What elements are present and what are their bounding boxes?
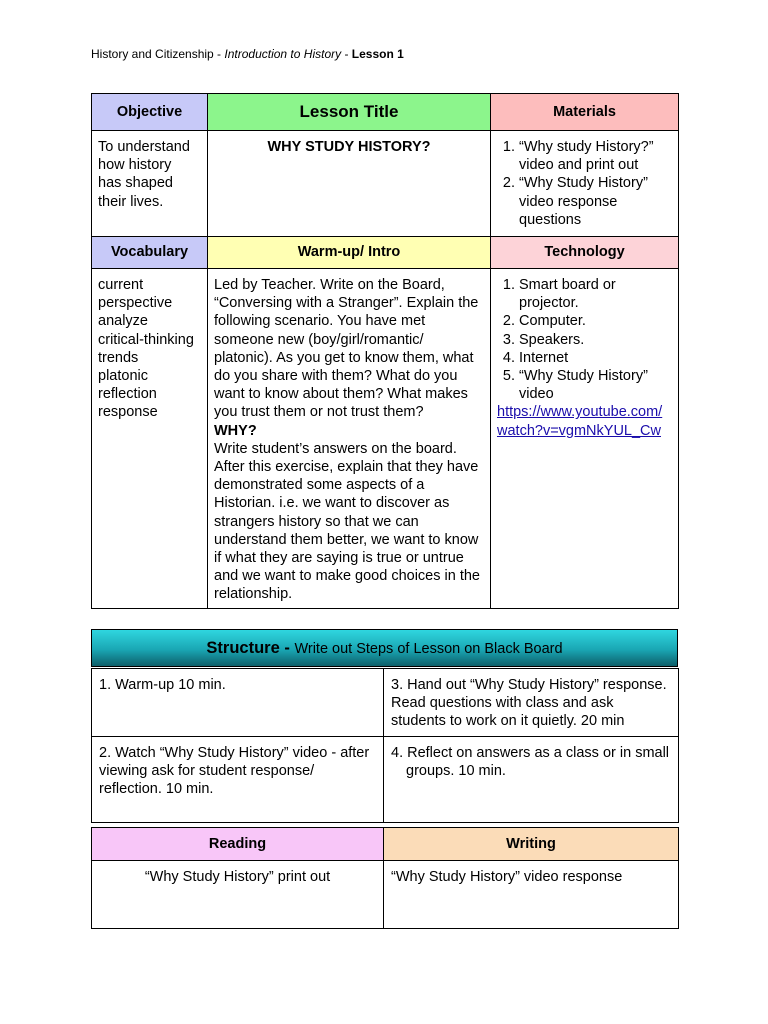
lesson-plan-table (91, 93, 679, 609)
course-name: History and Citizenship - (91, 47, 225, 61)
structure-step: 4. Reflect on answers as a class or in small groups. 10 min. (384, 737, 679, 823)
warmup-explanation: Write student’s answers on the board. After this exercise, explain that they have demonstrated some aspects of a Historian. i.e. we want to discover as strangers history so that we can understand them better, we want to know if what they are saying is true or untrue and we want to make good choices in the relationship. (214, 440, 480, 603)
objective-line: how history (98, 157, 172, 174)
unit-name: Introduction to History (224, 47, 342, 61)
objective-line: has shaped (98, 175, 173, 192)
objective-cell (92, 131, 208, 237)
warmup-header: Warm-up/ Intro (208, 237, 491, 269)
lesson-title: WHY STUDY HISTORY? (208, 131, 491, 237)
materials-header: Materials (491, 94, 679, 131)
vocabulary-word: analyze (98, 313, 148, 330)
page-header (91, 47, 404, 61)
vocabulary-word: platonic (98, 368, 148, 385)
technology-cell (491, 269, 679, 609)
header-separator: - (341, 47, 352, 61)
structure-step: 2. Watch “Why Study History” video - after viewing ask for student response/ reflection. 10 min. (92, 737, 384, 823)
technology-header: Technology (491, 237, 679, 269)
writing-header: Writing (384, 828, 679, 861)
structure-steps-table (91, 668, 679, 823)
reading-cell: “Why Study History” print out (92, 861, 384, 929)
structure-step: 1. Warm-up 10 min. (92, 669, 384, 737)
materials-item: 2. “Why Study History” video response questions (519, 174, 672, 229)
technology-item: 3. Speakers. (519, 331, 672, 349)
technology-item: 5. “Why Study History” video (519, 367, 672, 403)
warmup-instructions: Led by Teacher. Write on the Board, “Conversing with a Stranger”. Explain the following scenario. You have met someone new (boy/girl/romantic/ platonic). As you get to know them, what do you share with them? What do you want to know about them? What makes you trust them or not trust them? (214, 277, 479, 421)
writing-cell: “Why Study History” video response (384, 861, 679, 929)
materials-list (497, 138, 672, 229)
technology-item: 2. Computer. (519, 312, 672, 330)
objective-header: Objective (92, 94, 208, 131)
vocabulary-word: trends (98, 349, 139, 366)
video-link-line[interactable]: watch?v=vgmNkYUL_Cw (497, 422, 661, 439)
vocabulary-word: critical-thinking (98, 331, 194, 348)
video-link[interactable] (497, 403, 672, 439)
reading-header: Reading (92, 828, 384, 861)
vocabulary-word: reflection (98, 386, 157, 403)
vocabulary-word: perspective (98, 295, 173, 312)
vocabulary-cell (92, 269, 208, 609)
lesson-title-header: Lesson Title (208, 94, 491, 131)
materials-item: 1. “Why study History?” video and print out (519, 138, 672, 174)
lesson-number: Lesson 1 (351, 47, 404, 61)
vocabulary-word: response (98, 404, 158, 421)
warmup-why: WHY? (214, 422, 257, 439)
structure-step: 3. Hand out “Why Study History” response. Read questions with class and ask students to work on it quietly. 20 min (384, 669, 679, 737)
objective-line: their lives. (98, 193, 164, 210)
technology-item: 1. Smart board or projector. (519, 276, 672, 312)
structure-header (91, 629, 678, 667)
vocabulary-word: current (98, 277, 144, 293)
objective-line: To understand (98, 139, 190, 155)
technology-item: 4. Internet (519, 349, 672, 367)
materials-cell (491, 131, 679, 237)
warmup-cell (208, 269, 491, 609)
video-link-line[interactable]: https://www.youtube.com/ (497, 404, 663, 421)
vocabulary-list (98, 276, 201, 422)
technology-list (497, 276, 672, 403)
structure-subtitle: Write out Steps of Lesson on Black Board (294, 641, 563, 657)
reading-writing-table (91, 827, 679, 929)
structure-title: Structure - (206, 639, 295, 657)
vocabulary-header: Vocabulary (92, 237, 208, 269)
